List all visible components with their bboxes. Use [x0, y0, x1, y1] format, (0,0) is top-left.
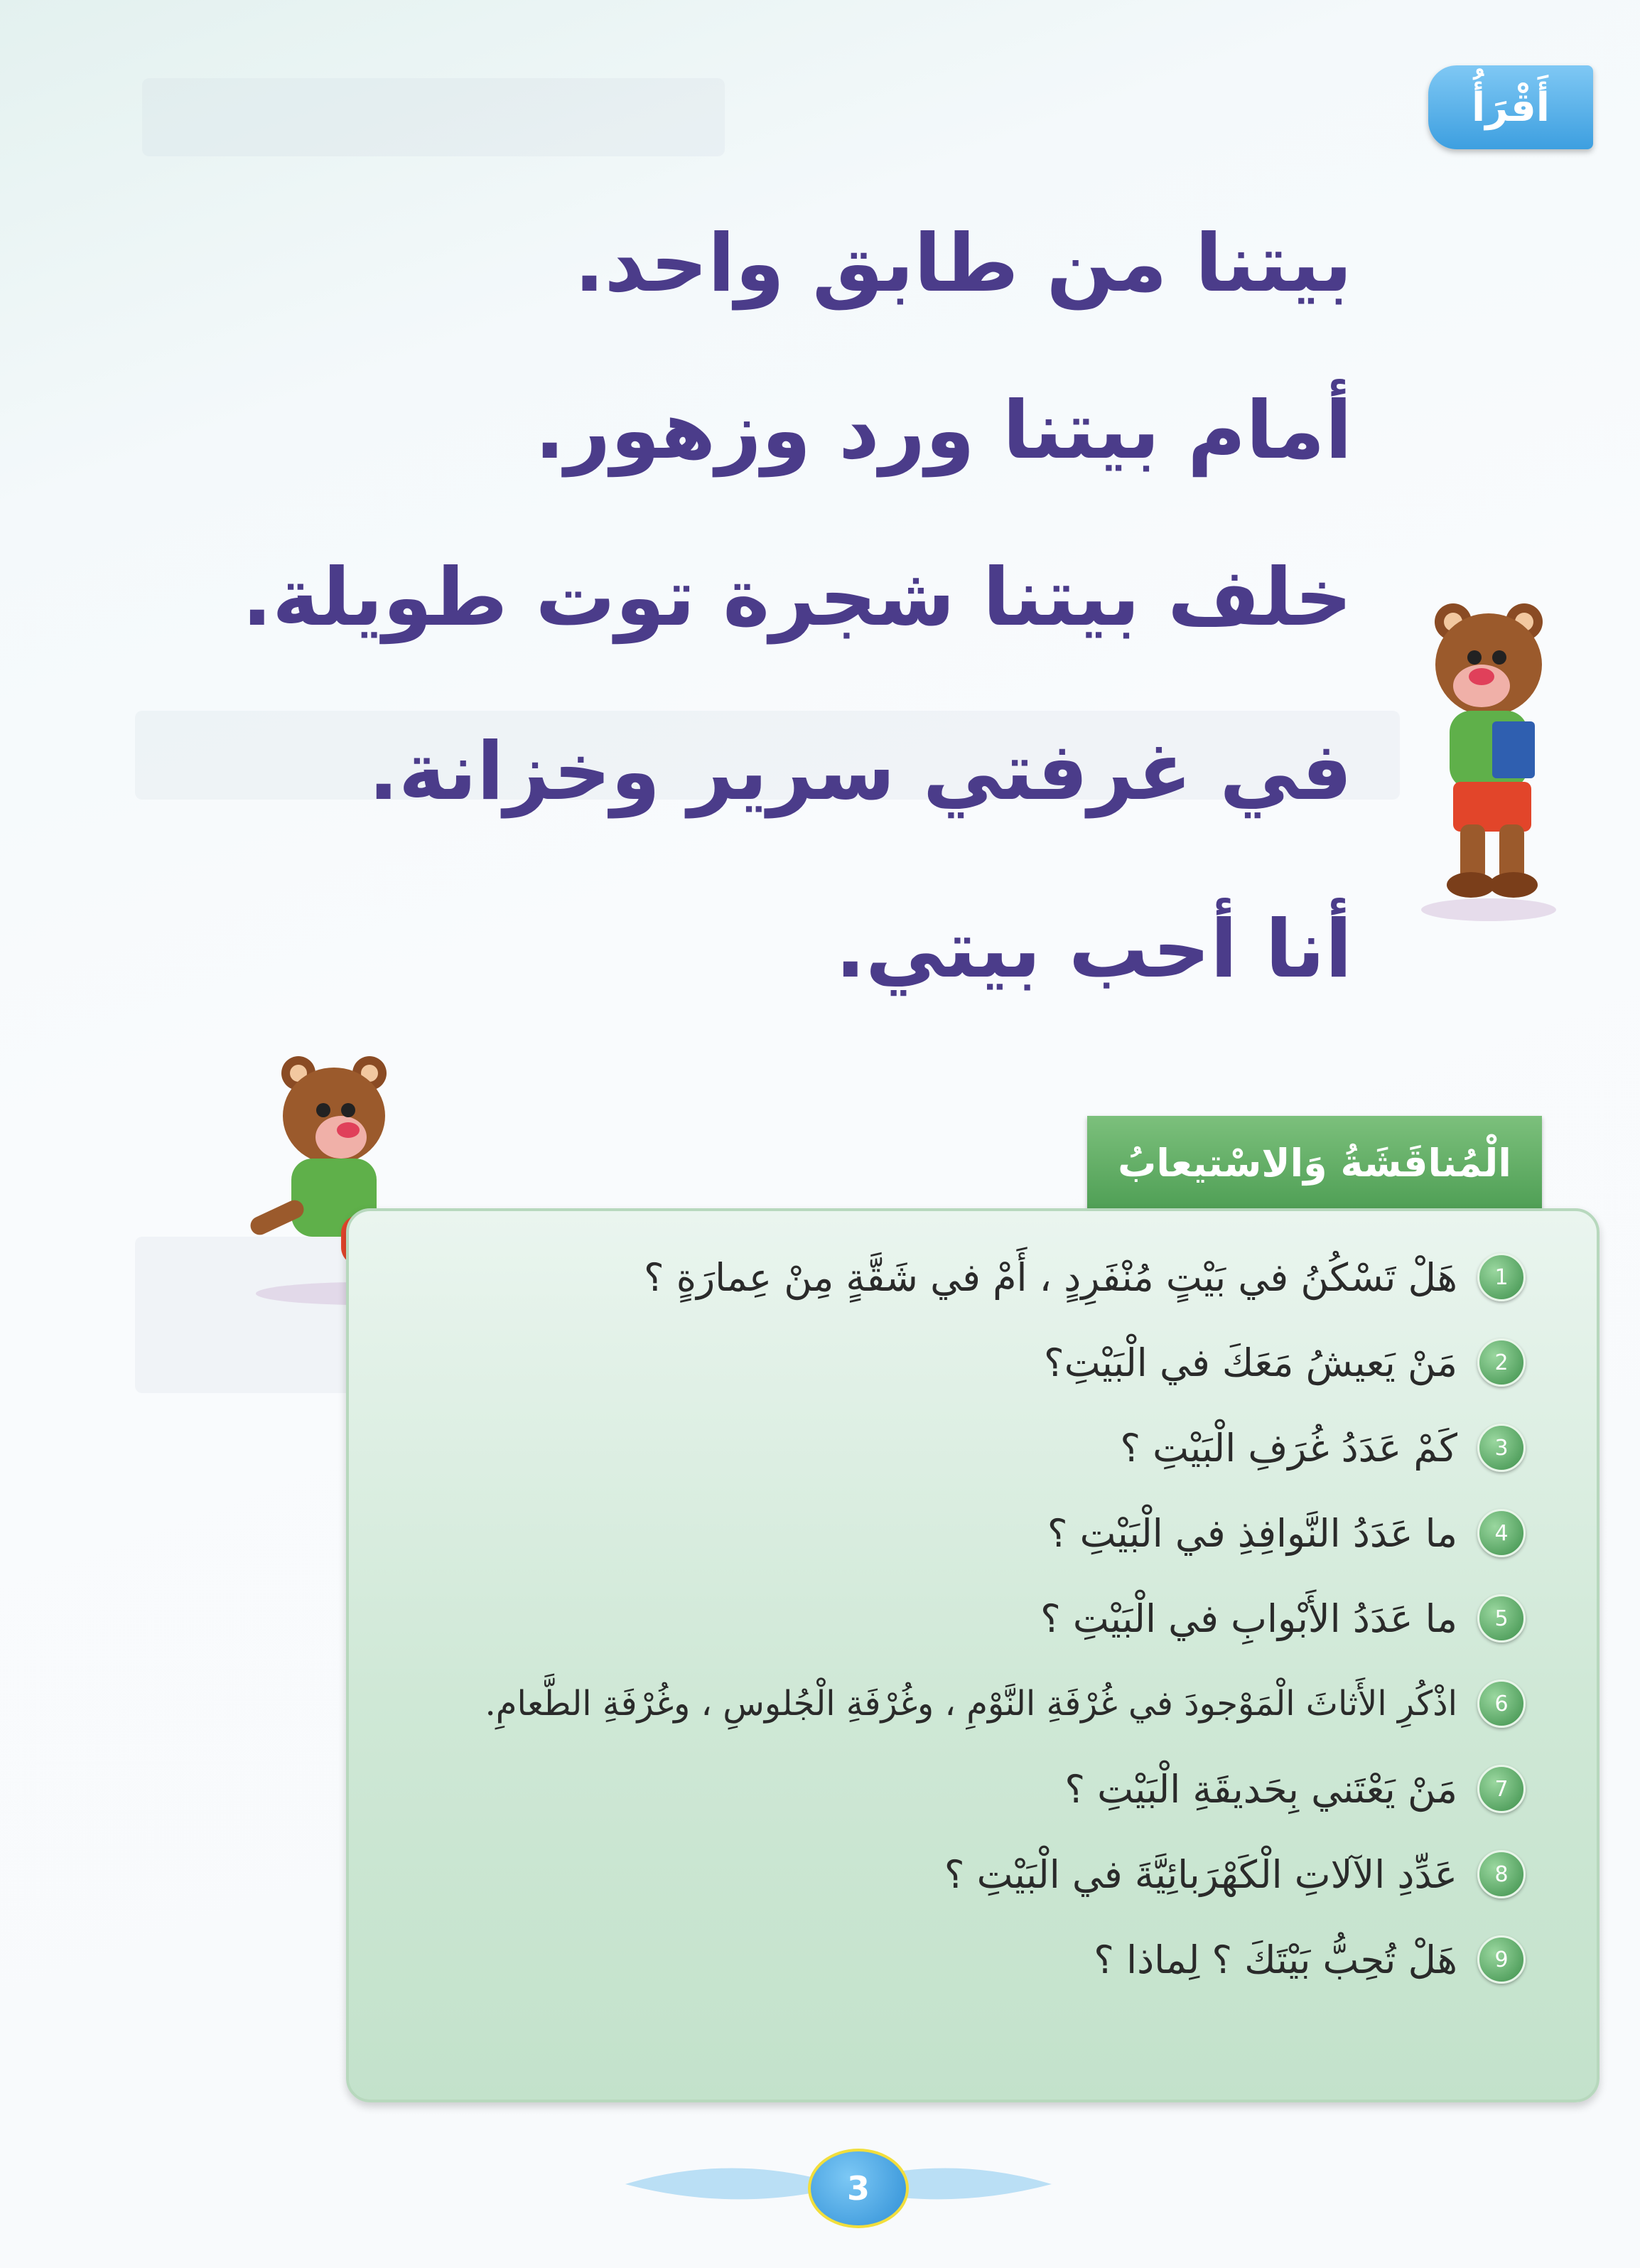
question-item [1044, 1327, 1526, 1398]
question-text: مَنْ يَعْتَني بِحَديقَةِ الْبَيْتِ ؟ [1064, 1766, 1457, 1812]
question-text: كَمْ عَدَدُ غُرَفِ الْبَيْتِ ؟ [1120, 1425, 1457, 1471]
question-number-badge: 7 [1477, 1765, 1526, 1813]
question-number-badge: 1 [1477, 1253, 1526, 1301]
question-item [1047, 1498, 1526, 1569]
page-number [808, 2149, 909, 2228]
question-number-badge: 9 [1477, 1935, 1526, 1984]
question-text: عَدِّدِ الآلاتِ الْكَهْرَبائِيَّةَ في الْبَيْتِ ؟ [944, 1852, 1457, 1897]
page-number-text: 3 [846, 2169, 870, 2208]
reading-sentence: أنا أحب بيتي. [835, 903, 1352, 996]
question-item [485, 1668, 1526, 1739]
question-text: ما عَدَدُ النَّوافِذِ في الْبَيْتِ ؟ [1047, 1510, 1457, 1556]
reading-sentence: بيتنا من طابق واحد. [574, 217, 1352, 310]
question-item [944, 1839, 1526, 1910]
question-item [1120, 1412, 1526, 1483]
question-text: اذْكُرِ الأَثاثَ الْمَوْجودَ في غُرْفَةِ النَّوْمِ ، وغُرْفَةِ الْجُلوسِ ، وغُرْفَةِ الطَّعامِ. [485, 1684, 1457, 1724]
background-shape [142, 78, 725, 156]
question-item [1064, 1753, 1526, 1824]
question-text: مَنْ يَعيشُ مَعَكَ في الْبَيْتِ؟ [1044, 1340, 1457, 1385]
reading-sentence: أمام بيتنا ورد وزهور. [534, 385, 1352, 477]
question-number-badge: 2 [1477, 1338, 1526, 1387]
question-item [1094, 1924, 1526, 1995]
reading-sentence: في غرفتي سرير وخزانة. [368, 726, 1352, 818]
question-number-badge: 6 [1477, 1679, 1526, 1728]
reading-sentence: خلف بيتنا شجرة توت طويلة. [242, 552, 1352, 644]
question-item [1040, 1583, 1526, 1654]
question-text: هَلْ تُحِبُّ بَيْتَكَ ؟ لِماذا ؟ [1094, 1937, 1457, 1982]
question-number-badge: 8 [1477, 1850, 1526, 1898]
questions-panel [346, 1208, 1599, 2102]
question-text: ما عَدَدُ الأَبْوابِ في الْبَيْتِ ؟ [1040, 1596, 1457, 1641]
reading-tab-label: أَقْرَأُ [1472, 84, 1550, 131]
question-item [644, 1242, 1526, 1313]
question-number-badge: 4 [1477, 1509, 1526, 1557]
bear-illustration [1410, 597, 1567, 924]
reading-tab [1428, 65, 1593, 149]
question-number-badge: 5 [1477, 1594, 1526, 1643]
discussion-title-text: الْمُناقَشَةُ وَالاسْتيعابُ [1118, 1140, 1511, 1186]
question-text: هَلْ تَسْكُنُ في بَيْتٍ مُنْفَرِدٍ ، أَمْ في شَقَّةٍ مِنْ عِمارَةٍ ؟ [643, 1254, 1457, 1300]
question-number-badge: 3 [1477, 1424, 1526, 1472]
discussion-section-title [1087, 1116, 1542, 1210]
